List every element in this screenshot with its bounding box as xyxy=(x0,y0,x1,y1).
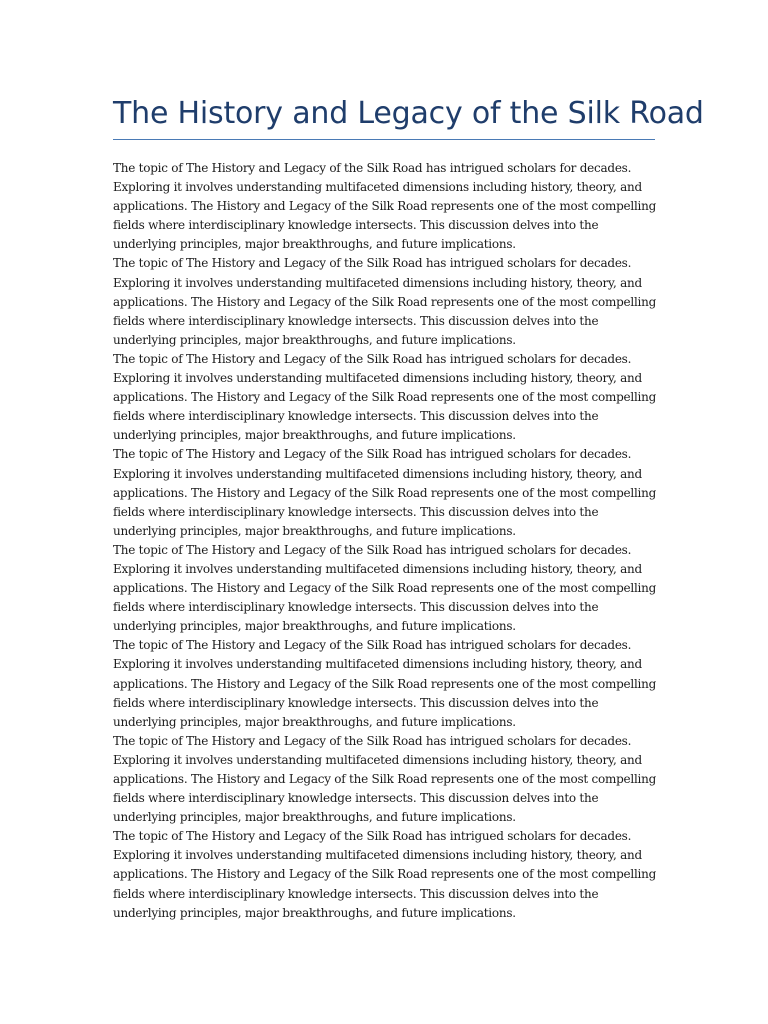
document-title: The History and Legacy of the Silk Road xyxy=(113,96,704,131)
body-paragraph: The topic of The History and Legacy of the Silk Road has intrigued scholars for decades. Exploring it involves understanding multifaceted dimensions including history, theory, and applications. The History and Legacy of the Silk Road represents one of the most compelling fields where interdisciplinary knowledge intersects. This discussion delves into the underlying principles, major breakthroughs, and future implications. xyxy=(113,638,657,729)
body-paragraph: The topic of The History and Legacy of the Silk Road has intrigued scholars for decades. Exploring it involves understanding multifaceted dimensions including history, theory, and applications. The History and Legacy of the Silk Road represents one of the most compelling fields where interdisciplinary knowledge intersects. This discussion delves into the underlying principles, major breakthroughs, and future implications. xyxy=(113,447,657,538)
body-paragraph: The topic of The History and Legacy of the Silk Road has intrigued scholars for decades. Exploring it involves understanding multifaceted dimensions including history, theory, and applications. The History and Legacy of the Silk Road represents one of the most compelling fields where interdisciplinary knowledge intersects. This discussion delves into the underlying principles, major breakthroughs, and future implications. xyxy=(113,542,657,634)
body-paragraph: The topic of The History and Legacy of the Silk Road has intrigued scholars for decades. Exploring it involves understanding multifaceted dimensions including history, theory, and applications. The History and Legacy of the Silk Road represents one of the most compelling fields where interdisciplinary knowledge intersects. This discussion delves into the underlying principles, major breakthroughs, and future implications. xyxy=(113,733,657,825)
body-paragraph: The topic of The History and Legacy of the Silk Road has intrigued scholars for decades. Exploring it involves understanding multifaceted dimensions including history, theory, and applications. The History and Legacy of the Silk Road represents one of the most compelling fields where interdisciplinary knowledge intersects. This discussion delves into the underlying principles, major breakthroughs, and future implications. xyxy=(113,161,657,252)
document-body xyxy=(113,159,658,923)
document-page xyxy=(113,0,704,923)
title-underline-divider xyxy=(113,139,655,140)
body-paragraph: The topic of The History and Legacy of the Silk Road has intrigued scholars for decades. Exploring it involves understanding multifaceted dimensions including history, theory, and applications. The History and Legacy of the Silk Road represents one of the most compelling fields where interdisciplinary knowledge intersects. This discussion delves into the underlying principles, major breakthroughs, and future implications. xyxy=(113,829,657,920)
body-paragraph: The topic of The History and Legacy of the Silk Road has intrigued scholars for decades. Exploring it involves understanding multifaceted dimensions including history, theory, and applications. The History and Legacy of the Silk Road represents one of the most compelling fields where interdisciplinary knowledge intersects. This discussion delves into the underlying principles, major breakthroughs, and future implications. xyxy=(113,351,657,443)
body-paragraph: The topic of The History and Legacy of the Silk Road has intrigued scholars for decades. Exploring it involves understanding multifaceted dimensions including history, theory, and applications. The History and Legacy of the Silk Road represents one of the most compelling fields where interdisciplinary knowledge intersects. This discussion delves into the underlying principles, major breakthroughs, and future implications. xyxy=(113,256,657,347)
